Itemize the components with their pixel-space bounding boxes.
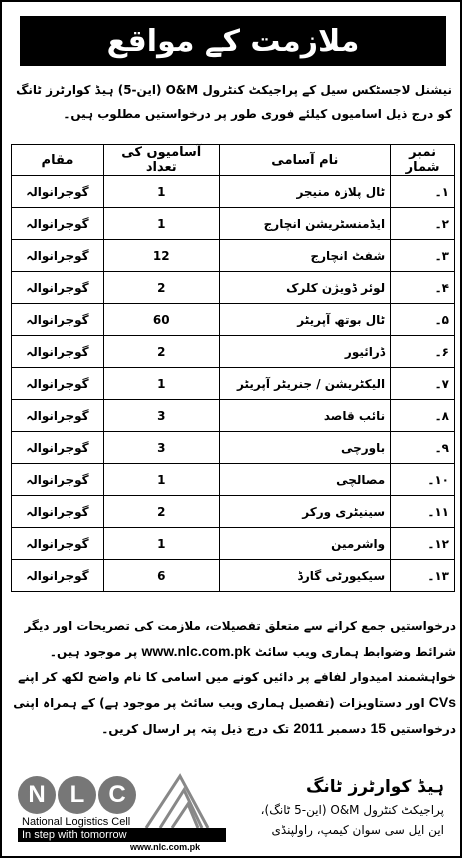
row-serial: ۴۔ xyxy=(391,272,455,304)
row-post-name: شفٹ انچارج xyxy=(219,240,391,272)
row-serial: ۷۔ xyxy=(391,368,455,400)
row-post-name: نائب قاصد xyxy=(219,400,391,432)
table-row xyxy=(12,560,455,592)
row-serial: ۲۔ xyxy=(391,208,455,240)
terms-text-3: اور دستاویزات (تفصیل ہماری ویب سائٹ پر موجود ہے) کے ہمراہ اپنی درخواستیں xyxy=(13,696,456,736)
row-serial: ۳۔ xyxy=(391,240,455,272)
logo-org-name: National Logistics Cell xyxy=(22,816,131,828)
row-post-name: سیکیورٹی گارڈ xyxy=(219,560,391,592)
row-post-name: ایڈمنسٹریشن انچارج xyxy=(219,208,391,240)
logo-chevron-icon xyxy=(140,772,210,828)
deadline-year: 2011 xyxy=(293,720,324,736)
table-row xyxy=(12,496,455,528)
row-post-name: مصالچی xyxy=(219,464,391,496)
logo-url: www.nlc.com.pk xyxy=(130,842,201,852)
table-row xyxy=(12,304,455,336)
row-post-name: سینیٹری ورکر xyxy=(219,496,391,528)
row-count: 6 xyxy=(103,560,219,592)
vacancies-table xyxy=(11,144,455,592)
terms-text-4: تک درج ذیل پتہ پر ارسال کریں۔ xyxy=(101,722,290,736)
row-post-name: ٹال پلازہ منیجر xyxy=(219,176,391,208)
row-serial: ۸۔ xyxy=(391,400,455,432)
logo-letter-l: L xyxy=(58,776,96,814)
table-row xyxy=(12,336,455,368)
logo-letter-n: N xyxy=(18,776,56,814)
deadline-day: 15 xyxy=(370,720,387,736)
address-line-2: این ایل سی سوان کیمپ، راولپنڈی xyxy=(271,823,444,837)
row-serial: ۱۰۔ xyxy=(391,464,455,496)
row-post-name: ٹال بوتھ آپریٹر xyxy=(219,304,391,336)
header-location: مقام xyxy=(12,145,104,176)
table-row xyxy=(12,528,455,560)
table-row xyxy=(12,400,455,432)
postal-address xyxy=(214,774,444,840)
table-header-row xyxy=(12,145,455,176)
table-row xyxy=(12,464,455,496)
address-head: ہیڈ کوارٹرز ٹانگ xyxy=(305,777,444,797)
row-count: 1 xyxy=(103,208,219,240)
row-post-name: واشرمین xyxy=(219,528,391,560)
row-location: گوجرانوالہ xyxy=(12,496,104,528)
row-count: 1 xyxy=(103,368,219,400)
row-location: گوجرانوالہ xyxy=(12,464,104,496)
table-row xyxy=(12,240,455,272)
logo-tagline: In step with tomorrow xyxy=(18,828,226,842)
header-count: آسامیوں کی تعداد xyxy=(103,145,219,176)
row-location: گوجرانوالہ xyxy=(12,432,104,464)
table-row xyxy=(12,432,455,464)
row-count: 3 xyxy=(103,432,219,464)
row-serial: ۱۳۔ xyxy=(391,560,455,592)
row-location: گوجرانوالہ xyxy=(12,528,104,560)
row-location: گوجرانوالہ xyxy=(12,208,104,240)
terms-text-1: درخواستیں جمع کرانے سے متعلق تفصیلات، ملازمت کی تصریحات اور دیگر شرائط وضوابط ہماری ویب سائٹ xyxy=(24,619,456,659)
row-count: 12 xyxy=(103,240,219,272)
row-location: گوجرانوالہ xyxy=(12,400,104,432)
terms-text-2: پر موجود ہیں۔ خواہشمند امیدوار لفافے پر دائیں کونے میں اسامی کا نام واضح لکھ کر اپنے xyxy=(18,645,456,684)
cvs-label: CVs xyxy=(428,694,456,710)
row-location: گوجرانوالہ xyxy=(12,240,104,272)
header-post-name: نام آسامی xyxy=(219,145,391,176)
row-location: گوجرانوالہ xyxy=(12,336,104,368)
row-location: گوجرانوالہ xyxy=(12,560,104,592)
row-count: 1 xyxy=(103,528,219,560)
row-post-name: ڈرائیور xyxy=(219,336,391,368)
row-count: 2 xyxy=(103,336,219,368)
table-row xyxy=(12,272,455,304)
logo-letter-c: C xyxy=(98,776,136,814)
table-row xyxy=(12,176,455,208)
row-serial: ۱۲۔ xyxy=(391,528,455,560)
row-post-name: الیکٹریشن / جنریٹر آپریٹر xyxy=(219,368,391,400)
application-terms xyxy=(10,614,456,742)
row-count: 2 xyxy=(103,272,219,304)
nlc-logo xyxy=(12,772,228,852)
row-location: گوجرانوالہ xyxy=(12,304,104,336)
row-post-name: باورچی xyxy=(219,432,391,464)
row-location: گوجرانوالہ xyxy=(12,272,104,304)
row-count: 1 xyxy=(103,176,219,208)
ad-title: ملازمت کے مواقع xyxy=(20,16,446,66)
row-count: 3 xyxy=(103,400,219,432)
header-serial: نمبر شمار xyxy=(391,145,455,176)
row-serial: ۱۱۔ xyxy=(391,496,455,528)
row-location: گوجرانوالہ xyxy=(12,368,104,400)
row-post-name: لوئر ڈویژن کلرک xyxy=(219,272,391,304)
row-serial: ۵۔ xyxy=(391,304,455,336)
row-serial: ۶۔ xyxy=(391,336,455,368)
website-link[interactable]: www.nlc.com.pk xyxy=(141,643,251,659)
address-line-1: پراجیکٹ کنٹرول O&M (این-5 ٹانگ)، xyxy=(260,803,444,817)
row-count: 2 xyxy=(103,496,219,528)
row-serial: ۹۔ xyxy=(391,432,455,464)
deadline-month: دسمبر xyxy=(327,722,367,736)
row-location: گوجرانوالہ xyxy=(12,176,104,208)
row-serial: ۱۔ xyxy=(391,176,455,208)
intro-paragraph: نیشنل لاجسٹکس سیل کے پراجیکٹ کنٹرول O&M (این-5) ہیڈ کوارٹرز ٹانگ کو درج ذیل اسامیوں کیلئے فوری طور پر درخواستیں مطلوب ہیں۔ xyxy=(16,83,452,121)
row-count: 60 xyxy=(103,304,219,336)
table-row xyxy=(12,368,455,400)
table-row xyxy=(12,208,455,240)
row-count: 1 xyxy=(103,464,219,496)
